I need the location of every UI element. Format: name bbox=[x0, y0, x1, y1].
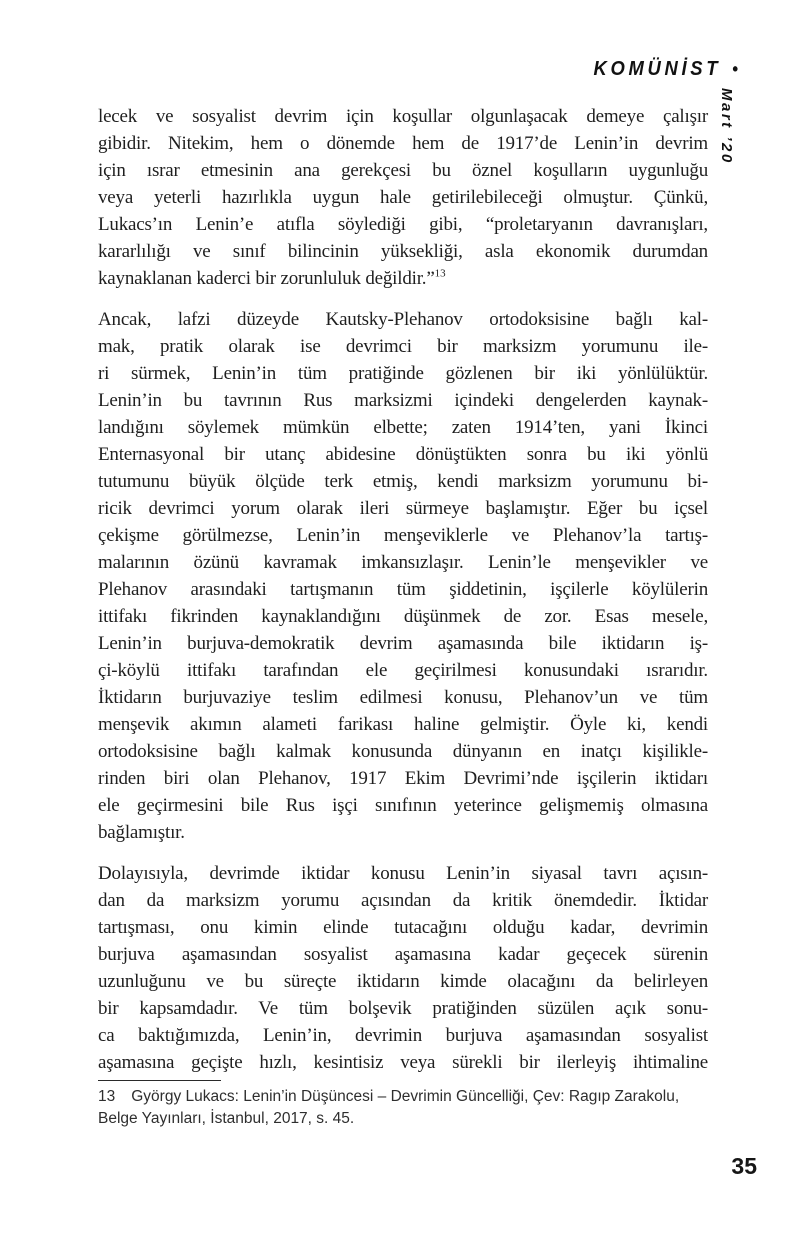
text-line: ele geçirmesini bile Rus işçi sınıfının yeterince gelişmemiş olmasına bbox=[98, 795, 708, 816]
page-number: 35 bbox=[731, 1153, 757, 1179]
paragraph bbox=[98, 306, 708, 846]
text-line: tutumunu büyük ölçüde terk etmiş, kendi marksizm yorumunu bi- bbox=[98, 471, 708, 492]
text-line: ortodoksisine bağlı kalmak konusunda dünyanın en inatçı kişilikle- bbox=[98, 741, 708, 762]
text-line: Lukacs’ın Lenin’e atıfla söylediği gibi, “proletaryanın davranışları, bbox=[98, 214, 708, 235]
text-line: bağlamıştır. bbox=[98, 822, 185, 843]
text-line: ricik devrimci yorum olarak ileri sürmeye başlamıştır. Eğer bu içsel bbox=[98, 498, 708, 519]
text-line: landığını söylemek mümkün elbette; zaten 1914’ten, yani İkinci bbox=[98, 417, 708, 438]
text-line: çekişme görülmezse, Lenin’in menşeviklerle ve Plehanov’la tartış- bbox=[98, 525, 708, 546]
footnote-text: György Lukacs: Lenin’in Düşüncesi – Devrimin Güncelliği, Çev: Ragıp Zarakolu, Belge Yayınları, İstanbul, 2017, s. 45. bbox=[98, 1088, 680, 1127]
bullet-icon: • bbox=[732, 59, 738, 79]
text-line: tartışması, onu kimin elinde tutacağını olduğu kadar, devrimin bbox=[98, 917, 708, 938]
text-line: veya yeterli hazırlıkla uygun hale getirilebileceği olmuştur. Çünkü, bbox=[98, 187, 708, 208]
text-line: gibidir. Nitekim, hem o dönemde hem de 1917’de Lenin’in devrim bbox=[98, 133, 708, 154]
text-line: Enternasyonal bir utanç abidesine dönüştükten sonra bu iki yönlü bbox=[98, 444, 708, 465]
text-line: rinden biri olan Plehanov, 1917 Ekim Devrimi’nde işçilerin iktidarı bbox=[98, 768, 708, 789]
footnote bbox=[98, 1086, 710, 1130]
text-line: ittifakı fikrinden kaynaklandığını düşünmek de zor. Esas mesele, bbox=[98, 606, 708, 627]
text-line: İktidarın burjuvaziye teslim edilmesi konusu, Plehanov’un ve tüm bbox=[98, 687, 708, 708]
text-line: Lenin’in burjuva-demokratik devrim aşamasında bile iktidarın iş- bbox=[98, 633, 708, 654]
text-line: uzunluğunu ve bu süreçte iktidarın kimde olacağını da belirleyen bbox=[98, 971, 708, 992]
text-line: Ancak, lafzi düzeyde Kautsky-Plehanov ortodoksisine bağlı kal- bbox=[98, 309, 708, 330]
text-line: mak, pratik olarak ise devrimci bir marksizm yorumunu ile- bbox=[98, 336, 708, 357]
footnote-rule bbox=[98, 1080, 221, 1081]
footnote-number: 13 bbox=[98, 1088, 116, 1105]
paragraph bbox=[98, 860, 708, 1076]
issue-date: Mart ’20 bbox=[718, 88, 735, 165]
text-line: malarının özünü kavramak imkansızlaşır. Lenin’le menşevikler ve bbox=[98, 552, 708, 573]
paragraph bbox=[98, 103, 708, 292]
text-line: ri sürmek, Lenin’in tüm pratiğinde gözlenen bir iki yönlülüktür. bbox=[98, 363, 708, 384]
text-line: ca baktığımızda, Lenin’in, devrimin burjuva aşamasından sosyalist bbox=[98, 1025, 708, 1046]
text-line: Lenin’in bu tavrının Rus marksizmi içindeki dengelerden kaynak- bbox=[98, 390, 708, 411]
text-line: Dolayısıyla, devrimde iktidar konusu Lenin’in siyasal tavrı açısın- bbox=[98, 863, 708, 884]
text-line: bir kapsamdadır. Ve tüm bolşevik pratiğinden süzülen açık sonu- bbox=[98, 998, 708, 1019]
text-line: menşevik akımın alameti farikası haline gelmiştir. Öyle ki, kendi bbox=[98, 714, 708, 735]
text-line: için ısrar etmesinin ana gerekçesi bu öznel koşulların uygunluğu bbox=[98, 160, 708, 181]
journal-masthead bbox=[594, 58, 738, 81]
body-text bbox=[98, 103, 708, 1076]
footnote-ref: 13 bbox=[434, 267, 446, 280]
text-line: kaynaklanan kaderci bir zorunluluk değildir.”$^{13}$ bbox=[98, 267, 446, 289]
text-line: burjuva aşamasından sosyalist aşamasına kadar geçecek sürenin bbox=[98, 944, 708, 965]
text-line: aşamasına geçişte hızlı, kesintisiz veya sürekli bir ilerleyiş ihtimaline bbox=[98, 1052, 708, 1073]
text-line: Plehanov arasındaki tartışmanın tüm şiddetinin, işçilerle köylülerin bbox=[98, 579, 708, 600]
text-line: kararlılığı ve sınıf bilincinin yüksekliği, asla ekonomik durumdan bbox=[98, 241, 708, 262]
text-line: çi-köylü ittifakı tarafından ele geçirilmesi konusundaki ısrarıdır. bbox=[98, 660, 708, 681]
text-line: dan da marksizm yorumu açısından da kritik önemdedir. İktidar bbox=[98, 890, 708, 911]
text-line: lecek ve sosyalist devrim için koşullar olgunlaşacak demeye çalışır bbox=[98, 106, 708, 127]
journal-title: KOMÜNİST bbox=[593, 58, 722, 80]
